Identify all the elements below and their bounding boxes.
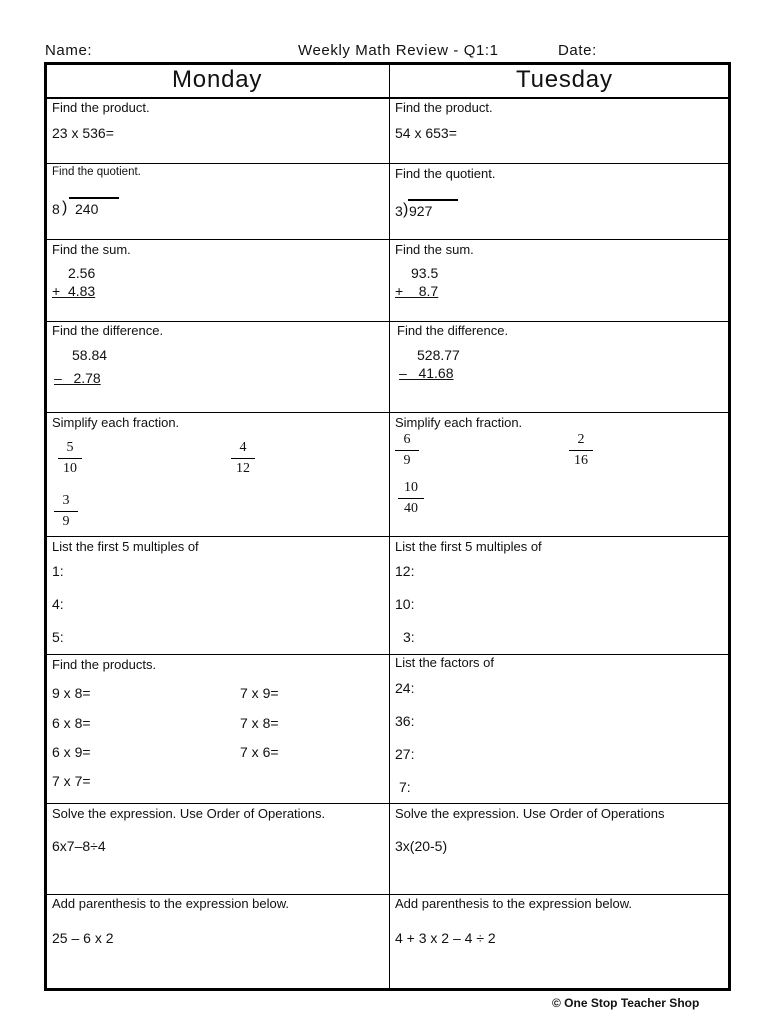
fraction-denominator: 40 <box>404 501 418 516</box>
simplify-prompt: Simplify each fraction. <box>52 415 180 430</box>
parenthesis-prompt: Add parenthesis to the expression below. <box>395 896 633 911</box>
sum-prompt: Find the sum. <box>52 242 131 257</box>
factors-item: 7: <box>399 779 411 795</box>
copyright-footer: © One Stop Teacher Shop <box>552 996 700 1010</box>
row-divider <box>47 97 728 99</box>
row-divider <box>47 536 728 537</box>
simplify-prompt: Simplify each fraction. <box>395 415 523 430</box>
quotient-prompt: Find the quotient. <box>52 166 141 178</box>
fraction <box>231 441 255 476</box>
sum-top-addend: 2.56 <box>68 265 96 281</box>
fraction <box>54 494 78 529</box>
fraction-denominator: 9 <box>62 514 70 529</box>
product-expression: 54 x 653= <box>395 125 457 141</box>
fraction-numerator: 5 <box>58 441 82 459</box>
row-divider <box>47 321 728 322</box>
order-of-operations-expression: 6x7–8÷4 <box>52 838 106 854</box>
long-division-bar <box>408 199 458 201</box>
products-item: 7 x 7= <box>52 773 91 789</box>
column-divider <box>389 65 390 988</box>
difference-subtrahend: – 41.68 <box>399 365 454 381</box>
fraction-denominator: 9 <box>403 453 411 468</box>
products-item: 7 x 8= <box>240 715 279 731</box>
multiples-item: 5: <box>52 629 64 645</box>
multiples-item: 1: <box>52 563 64 579</box>
long-division-bracket: ) <box>62 199 68 216</box>
fraction-numerator: 2 <box>569 433 593 451</box>
fraction <box>58 441 82 476</box>
multiples-item: 12: <box>395 563 415 579</box>
day-heading-monday: Monday <box>172 66 263 93</box>
factors-item: 24: <box>395 680 415 696</box>
day-heading-tuesday: Tuesday <box>516 66 613 93</box>
row-divider <box>47 412 728 413</box>
quotient-prompt: Find the quotient. <box>395 166 496 181</box>
row-divider <box>47 163 728 164</box>
products-item: 9 x 8= <box>52 685 91 701</box>
row-divider <box>47 894 728 895</box>
fraction-denominator: 16 <box>574 453 588 468</box>
worksheet-table <box>44 62 731 991</box>
products-prompt: Find the products. <box>52 657 157 672</box>
fraction <box>395 433 419 468</box>
difference-minuend: 58.84 <box>72 347 108 363</box>
multiples-item: 10: <box>395 596 415 612</box>
difference-prompt: Find the difference. <box>397 323 509 338</box>
row-divider <box>47 803 728 804</box>
quotient-divisor: 3 <box>395 203 403 219</box>
sum-bottom-addend: + 4.83 <box>52 283 96 299</box>
worksheet-title: Weekly Math Review - Q1:1 <box>298 42 499 59</box>
sum-top-addend: 93.5 <box>411 265 439 281</box>
product-expression: 23 x 536= <box>52 125 114 141</box>
parenthesis-expression: 25 – 6 x 2 <box>52 930 114 946</box>
sum-bottom-addend: + 8.7 <box>395 283 439 299</box>
order-of-operations-prompt: Solve the expression. Use Order of Operations. <box>52 806 326 821</box>
sum-prompt: Find the sum. <box>395 242 474 257</box>
parenthesis-prompt: Add parenthesis to the expression below. <box>52 896 290 911</box>
fraction <box>398 481 424 516</box>
name-label: Name: <box>45 42 93 59</box>
fraction-numerator: 3 <box>54 494 78 512</box>
multiples-item: 3: <box>403 629 415 645</box>
difference-prompt: Find the difference. <box>52 323 164 338</box>
fraction-numerator: 4 <box>231 441 255 459</box>
date-label: Date: <box>558 42 597 59</box>
products-item: 7 x 9= <box>240 685 279 701</box>
long-division-bar <box>69 197 119 199</box>
row-divider <box>47 654 728 655</box>
fraction-denominator: 10 <box>63 461 77 476</box>
factors-item: 36: <box>395 713 415 729</box>
products-item: 7 x 6= <box>240 744 279 760</box>
multiples-item: 4: <box>52 596 64 612</box>
fraction <box>569 433 593 468</box>
order-of-operations-expression: 3x(20-5) <box>395 838 448 854</box>
factors-item: 27: <box>395 746 415 762</box>
products-item: 6 x 8= <box>52 715 91 731</box>
fraction-numerator: 10 <box>398 481 424 499</box>
difference-minuend: 528.77 <box>417 347 460 363</box>
difference-subtrahend: – 2.78 <box>54 370 101 386</box>
row-divider <box>47 239 728 240</box>
products-item: 6 x 9= <box>52 744 91 760</box>
multiples-prompt: List the first 5 multiples of <box>52 539 199 554</box>
quotient-divisor: 8 <box>52 201 60 217</box>
factors-prompt: List the factors of <box>395 655 494 670</box>
product-prompt: Find the product. <box>52 100 150 115</box>
long-division-bracket: ) <box>403 201 409 218</box>
order-of-operations-prompt: Solve the expression. Use Order of Operations <box>395 806 665 821</box>
product-prompt: Find the product. <box>395 100 493 115</box>
fraction-denominator: 12 <box>236 461 250 476</box>
parenthesis-expression: 4 + 3 x 2 – 4 ÷ 2 <box>395 930 496 946</box>
quotient-dividend: 927 <box>409 203 433 219</box>
fraction-numerator: 6 <box>395 433 419 451</box>
quotient-dividend: 240 <box>75 201 99 217</box>
multiples-prompt: List the first 5 multiples of <box>395 539 542 554</box>
